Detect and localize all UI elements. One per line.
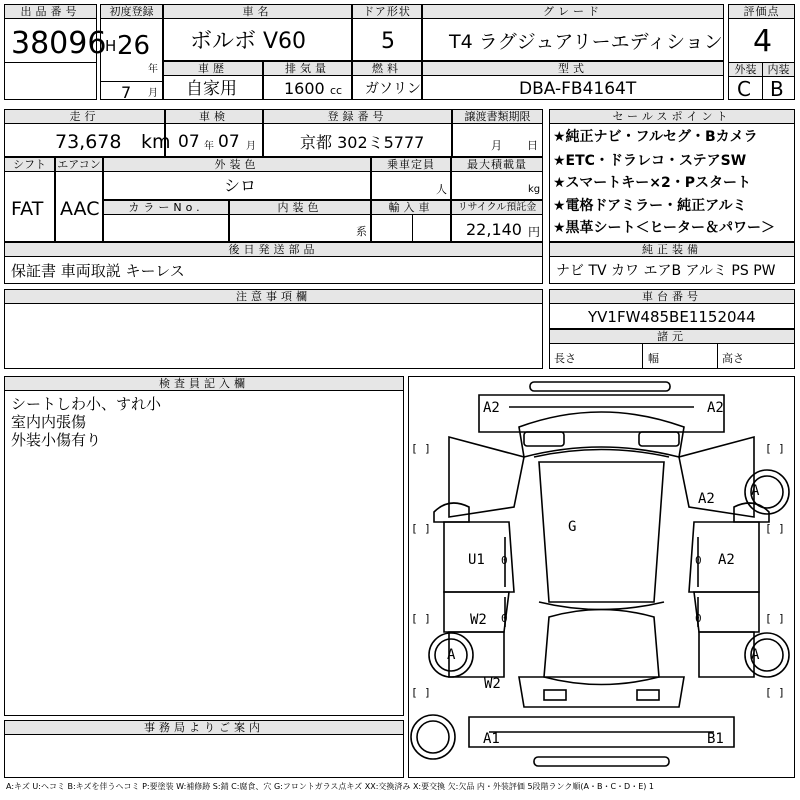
- zero-mark: 0: [695, 554, 702, 567]
- lot-label: 出品番号: [5, 5, 96, 19]
- capacity-label: 乗車定員: [372, 158, 450, 172]
- recycle-box: [451, 200, 543, 242]
- max-load-label: 最大積載量: [452, 158, 542, 172]
- aircon-label: エアコン: [57, 158, 101, 171]
- doors-box: [352, 4, 422, 61]
- dims-label: 諸元: [550, 330, 794, 344]
- first-reg-label: 初度登録: [101, 5, 162, 19]
- lot-number: 38096: [11, 26, 107, 61]
- car-name-box: [163, 4, 352, 61]
- first-reg-era: H: [105, 37, 117, 55]
- displacement-value: 1600: [284, 79, 325, 98]
- car-diagram: [409, 377, 794, 777]
- first-reg-year: 26: [117, 31, 151, 61]
- inspector-note: 外装小傷有り: [11, 431, 102, 449]
- sales-point: ★純正ナビ・フルセグ・Bカメラ: [553, 129, 758, 145]
- bracket-mark: [ ]: [411, 442, 431, 455]
- import-label: 輸入車: [372, 201, 450, 215]
- sales-point: ★ETC・ドラレコ・ステアSW: [553, 153, 747, 169]
- inspection-year: 07: [178, 132, 200, 152]
- damage-mark: G: [568, 519, 577, 535]
- int-color-label: 内装色: [230, 201, 370, 215]
- displacement-box: [263, 61, 352, 100]
- mileage-unit: km: [141, 131, 171, 153]
- sales-points-label: セールスポイント: [550, 110, 794, 124]
- grade-label: グレード: [423, 5, 723, 19]
- car-name-label: 車名: [164, 5, 351, 19]
- damage-legend: A:キズ U:ヘコミ B:キズを伴うヘコミ P:要塗装 W:補修跡 S:錆 C:腐食、穴 G:フロントガラス点キズ XX:交換済み X:要交換 欠:欠品 内・外装評価 5段階ランク順(A・B・C・D・E) 1: [6, 782, 655, 791]
- bracket-mark: [ ]: [765, 612, 785, 625]
- damage-mark: W2: [484, 676, 501, 692]
- dims-height-label: 高さ: [722, 352, 744, 365]
- bracket-mark: [ ]: [765, 686, 785, 699]
- first-reg-month-unit: 月: [148, 88, 158, 99]
- fuel-value: ガソリン: [365, 81, 421, 97]
- score-ext-label: 外装: [729, 63, 762, 77]
- first-reg-box: [100, 4, 163, 100]
- bracket-mark: [ ]: [411, 522, 431, 535]
- mileage-value: 73,678: [55, 131, 122, 153]
- score-ext: C: [737, 77, 751, 101]
- import-box: [371, 200, 451, 242]
- car-diagram-box: [408, 376, 795, 778]
- ext-color-label: 外装色: [104, 158, 370, 172]
- color-no-box: [103, 200, 229, 242]
- sales-point: ★電格ドアミラー・純正アルミ: [553, 198, 747, 214]
- score-box: [728, 4, 795, 100]
- damage-mark: A2: [718, 552, 735, 568]
- damage-mark: B1: [707, 731, 724, 747]
- equipment-value: ナビ TV カワ エアB アルミ PS PW: [556, 263, 776, 279]
- zero-mark: 0: [695, 612, 702, 625]
- notes-box: [4, 289, 543, 369]
- dims-box: [549, 329, 795, 369]
- displacement-label: 排気量: [264, 62, 351, 76]
- max-load-unit: kg: [528, 184, 541, 195]
- color-no-label: カラーNo.: [104, 201, 228, 215]
- inspector-note: 室内内張傷: [11, 413, 87, 431]
- score-value: 4: [753, 24, 773, 59]
- damage-mark: A1: [483, 731, 500, 747]
- shift-label: シフト: [5, 158, 54, 172]
- plate-label: 登録番号: [264, 110, 451, 124]
- inspection-box: [165, 109, 263, 157]
- office-box: [4, 720, 404, 778]
- chassis-box: [549, 289, 795, 329]
- mileage-box: [4, 109, 171, 157]
- bracket-mark: [ ]: [411, 686, 431, 699]
- history-value: 自家用: [186, 79, 237, 99]
- dims-length-label: 長さ: [554, 352, 576, 365]
- damage-mark: U1: [468, 552, 485, 568]
- mileage-label: 走行: [5, 110, 164, 124]
- max-load-box: [451, 157, 543, 200]
- inspection-month: 07: [218, 132, 240, 152]
- grade-value: T4 ラグジュアリーエディション: [449, 31, 723, 53]
- recycle-value: 22,140: [466, 220, 522, 239]
- model-label: 型式: [423, 62, 723, 76]
- int-color-unit: 系: [356, 225, 367, 238]
- aircon-value: AAC: [60, 198, 100, 220]
- first-reg-month: 7: [121, 83, 132, 102]
- chassis-label: 車台番号: [550, 290, 794, 304]
- model-value: DBA-FB4164T: [519, 79, 637, 99]
- office-label: 事務局よりご案内: [5, 721, 403, 735]
- capacity-unit: 人: [436, 183, 447, 196]
- notes-label: 注意事項欄: [5, 290, 542, 304]
- inspector-label: 検査員記入欄: [5, 377, 403, 391]
- damage-mark: A: [751, 647, 760, 663]
- damage-mark: W2: [470, 612, 487, 628]
- inspector-note: シートしわ小、すれ小: [11, 395, 162, 413]
- damage-mark: A: [447, 647, 456, 663]
- chassis-value: YV1FW485BE1152044: [588, 308, 756, 326]
- plate-value: 京都 302ミ5777: [300, 133, 425, 152]
- capacity-box: [371, 157, 451, 200]
- dims-width-label: 幅: [648, 352, 659, 365]
- zero-mark: 0: [501, 612, 508, 625]
- inspection-month-unit: 月: [246, 141, 256, 152]
- grade-box: [422, 4, 724, 61]
- int-color-box: [229, 200, 371, 242]
- equipment-box: [549, 242, 795, 284]
- plate-box: [263, 109, 452, 157]
- fuel-label: 燃料: [353, 62, 421, 76]
- shift-value: FAT: [11, 198, 44, 220]
- aircon-box: [55, 157, 103, 242]
- score-int: B: [770, 77, 784, 101]
- car-name: ボルボ V60: [190, 29, 307, 54]
- score-label: 評価点: [729, 5, 794, 19]
- later-parts-label: 後日発送部品: [5, 243, 542, 257]
- bracket-mark: [ ]: [765, 522, 785, 535]
- damage-mark: A2: [483, 400, 500, 416]
- damage-mark: A2: [707, 400, 724, 416]
- transfer-box: [452, 109, 543, 157]
- fuel-box: [352, 61, 422, 100]
- ext-color-box: [103, 157, 371, 200]
- sales-points-box: [549, 109, 795, 242]
- score-int-label: 内装: [762, 63, 794, 77]
- equipment-label: 純正装備: [550, 243, 794, 257]
- transfer-day-unit: 日: [527, 139, 538, 152]
- bracket-mark: [ ]: [765, 442, 785, 455]
- doors-label: ドア形状: [353, 5, 421, 19]
- damage-mark: A: [751, 483, 760, 499]
- sales-point: ★黒革シート＜ヒーター＆パワー＞: [553, 220, 775, 236]
- first-reg-year-unit: 年: [148, 64, 158, 75]
- shift-box: [4, 157, 55, 242]
- model-box: [422, 61, 724, 100]
- recycle-unit: 円: [528, 225, 541, 239]
- recycle-label: リサイクル預託金: [452, 201, 542, 215]
- inspection-year-unit: 年: [204, 141, 214, 152]
- doors-value: 5: [381, 29, 395, 54]
- transfer-label: 譲渡書類期限: [453, 110, 542, 124]
- bracket-mark: [ ]: [411, 612, 431, 625]
- history-label: 車歴: [164, 62, 262, 76]
- inspection-label: 車検: [166, 110, 262, 124]
- later-parts-box: [4, 242, 543, 284]
- later-parts-value: 保証書 車両取説 キーレス: [11, 262, 185, 280]
- inspector-box: [4, 376, 404, 716]
- ext-color-value: シロ: [224, 176, 257, 195]
- damage-mark: A2: [698, 491, 715, 507]
- sales-point: ★スマートキー×2・Pスタート: [553, 175, 752, 191]
- displacement-unit: cc: [330, 84, 343, 97]
- lot-box: [4, 4, 107, 100]
- history-box: [163, 61, 263, 100]
- zero-mark: 0: [501, 554, 508, 567]
- transfer-month-unit: 月: [491, 139, 502, 152]
